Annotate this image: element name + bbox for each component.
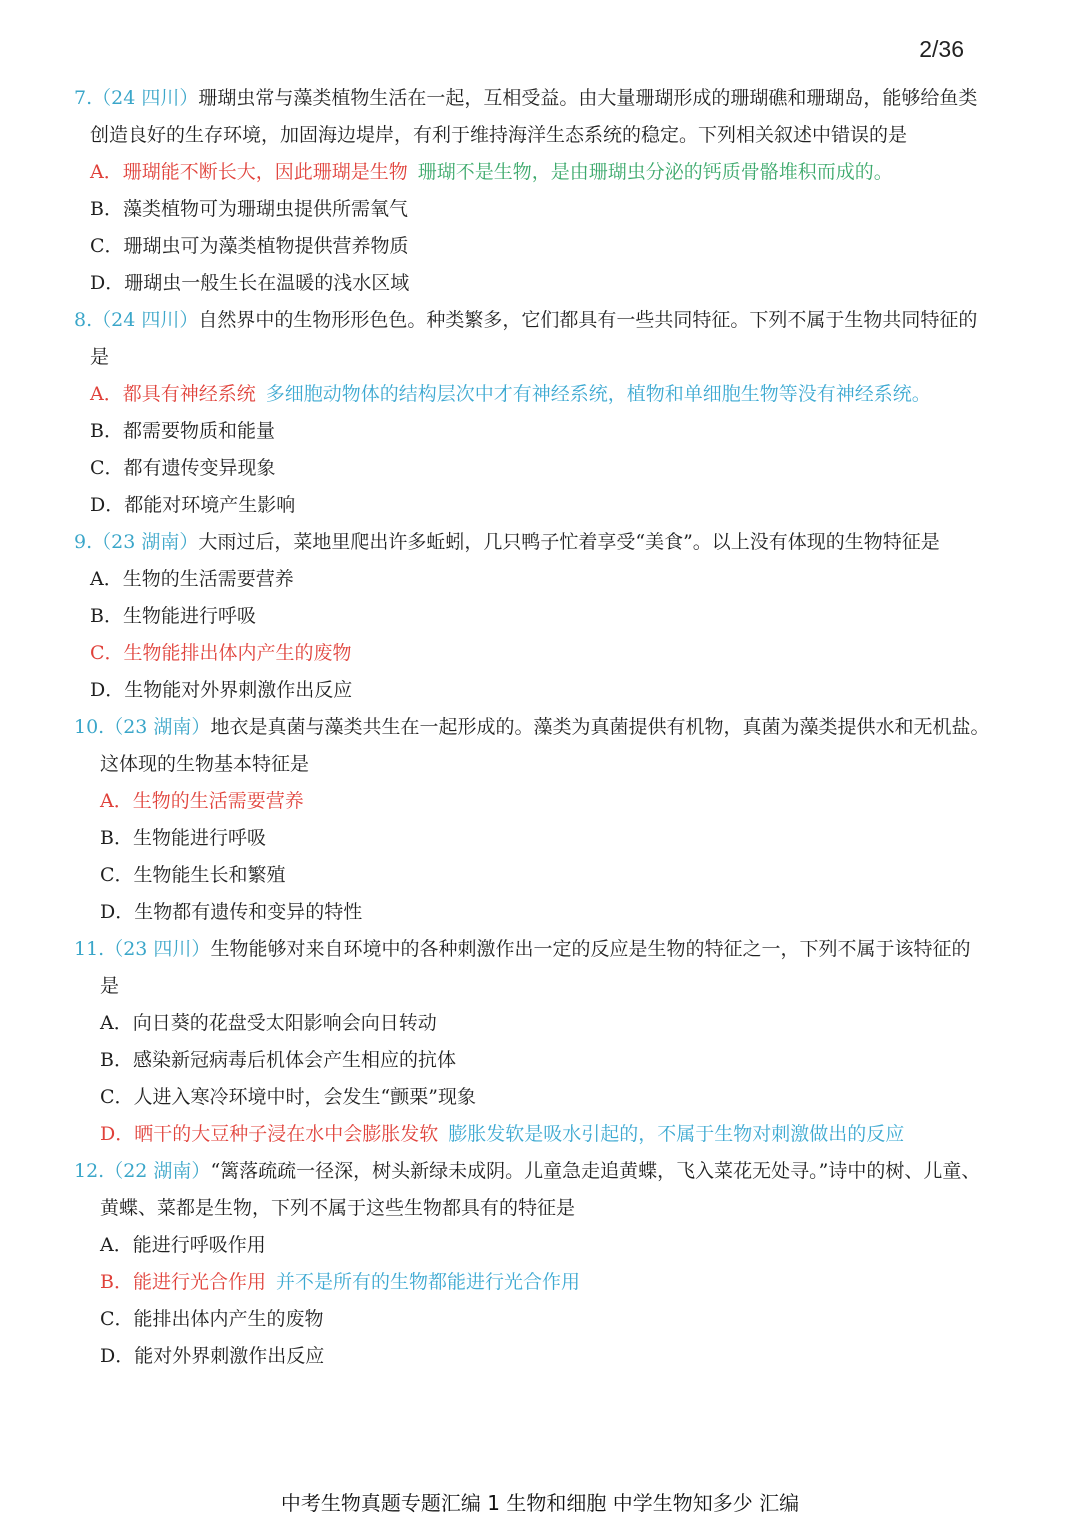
option-text: 珊瑚虫可为藻类植物提供营养物质	[123, 235, 409, 257]
question-text: “篱落疏疏一径深，树头新绿未成阴。儿童急走追黄蝶，飞入菜花无处寻。”诗中的树、儿童、	[210, 1160, 981, 1182]
option-text: 能对外界刺激作出反应	[134, 1345, 325, 1367]
option-c	[74, 1301, 1024, 1338]
option-b	[74, 413, 1024, 450]
option-text: 能排出体内产生的废物	[133, 1308, 324, 1330]
question-10-stem	[74, 709, 1024, 746]
option-label: D．	[100, 1123, 135, 1145]
option-d	[74, 1116, 1024, 1153]
page-number: 2/36	[919, 36, 964, 62]
option-label: A．	[90, 383, 123, 405]
option-text: 向日葵的花盘受太阳影响会向日转动	[132, 1012, 437, 1034]
option-label: B．	[90, 605, 123, 627]
question-7-stem	[74, 80, 1024, 117]
option-c	[74, 857, 1024, 894]
option-label: A．	[90, 161, 123, 183]
option-label: C．	[100, 864, 134, 886]
question-8-stem	[74, 302, 1024, 339]
option-d	[74, 672, 1024, 709]
option-label: B．	[90, 420, 123, 442]
option-label: D．	[90, 679, 125, 701]
option-c	[74, 228, 1024, 265]
option-label: D．	[90, 494, 125, 516]
option-text: 都有遗传变异现象	[123, 457, 276, 479]
answer-note: 并不是所有的生物都能进行光合作用	[275, 1271, 580, 1293]
question-text: 黄蝶、菜都是生物，下列不属于这些生物都具有的特征是	[100, 1197, 576, 1219]
question-7-stem-cont	[74, 117, 1024, 154]
option-text: 生物能生长和繁殖	[133, 864, 286, 886]
question-text: 是	[90, 346, 110, 368]
option-label: B．	[100, 827, 133, 849]
question-text: 大雨过后，菜地里爬出许多蚯蚓，几只鸭子忙着享受“美食”。以上没有体现的生物特征是	[198, 531, 940, 553]
option-d	[74, 894, 1024, 931]
question-12-stem-cont	[74, 1190, 1024, 1227]
option-text: 生物能对外界刺激作出反应	[124, 679, 353, 701]
option-text: 生物能进行呼吸	[122, 605, 256, 627]
option-b	[74, 1042, 1024, 1079]
question-text: 珊瑚虫常与藻类植物生活在一起，互相受益。由大量珊瑚形成的珊瑚礁和珊瑚岛，能够给鱼类	[198, 87, 978, 109]
question-number: 12.	[74, 1160, 105, 1182]
option-text: 生物的生活需要营养	[122, 568, 294, 590]
option-b	[74, 191, 1024, 228]
option-label: A．	[100, 1012, 133, 1034]
option-b	[74, 1264, 1024, 1301]
option-label: C．	[100, 1308, 134, 1330]
option-b	[74, 598, 1024, 635]
option-a	[74, 1227, 1024, 1264]
option-label: C．	[100, 1086, 134, 1108]
question-text: 生物能够对来自环境中的各种刺激作出一定的反应是生物的特征之一，下列不属于该特征的	[210, 938, 971, 960]
option-c	[74, 450, 1024, 487]
question-source: （23 四川）	[104, 938, 211, 960]
question-number: 10.	[74, 716, 105, 738]
option-label: C．	[90, 642, 124, 664]
question-text: 创造良好的生存环境，加固海边堤岸，有利于维持海洋生态系统的稳定。下列相关叙述中错误的是	[90, 124, 908, 146]
option-text: 能进行光合作用	[132, 1271, 266, 1293]
option-label: D．	[90, 272, 125, 294]
option-text: 都需要物质和能量	[122, 420, 275, 442]
question-number: 11.	[74, 938, 105, 960]
option-label: D．	[100, 901, 135, 923]
question-text: 这体现的生物基本特征是	[100, 753, 310, 775]
question-text: 自然界中的生物形形色色。种类繁多，它们都具有一些共同特征。下列不属于生物共同特征的	[198, 309, 978, 331]
option-c	[74, 1079, 1024, 1116]
option-a	[74, 1005, 1024, 1042]
option-text: 生物能排出体内产生的废物	[123, 642, 352, 664]
option-a	[74, 376, 1024, 413]
option-label: B．	[100, 1271, 133, 1293]
question-text: 地衣是真菌与藻类共生在一起形成的。藻类为真菌提供有机物，真菌为藻类提供水和无机盐。	[210, 716, 990, 738]
question-11-stem-cont	[74, 968, 1024, 1005]
option-label: B．	[100, 1049, 133, 1071]
answer-note: 多细胞动物体的结构层次中才有神经系统，植物和单细胞生物等没有神经系统。	[265, 383, 931, 405]
option-text: 人进入寒冷环境中时，会发生“颤栗”现象	[133, 1086, 476, 1108]
answer-note: 珊瑚不是生物，是由珊瑚虫分泌的钙质骨骼堆积而成的。	[417, 161, 893, 183]
question-source: （23 湖南）	[104, 716, 211, 738]
option-text: 都具有神经系统	[122, 383, 256, 405]
question-number: 9.	[74, 531, 93, 553]
option-text: 生物都有遗传和变异的特性	[134, 901, 363, 923]
option-text: 生物能进行呼吸	[132, 827, 266, 849]
option-text: 都能对环境产生影响	[124, 494, 296, 516]
question-source: （24 四川）	[92, 87, 199, 109]
option-a	[74, 154, 1024, 191]
option-d	[74, 265, 1024, 302]
question-number: 8.	[74, 309, 93, 331]
option-label: A．	[100, 790, 133, 812]
option-a	[74, 561, 1024, 598]
question-9-stem	[74, 524, 1024, 561]
option-text: 藻类植物可为珊瑚虫提供所需氧气	[122, 198, 408, 220]
answer-note: 膨胀发软是吸水引起的，不属于生物对刺激做出的反应	[448, 1123, 905, 1145]
option-label: C．	[90, 457, 124, 479]
question-source: （22 湖南）	[104, 1160, 211, 1182]
option-text: 珊瑚虫一般生长在温暖的浅水区域	[124, 272, 410, 294]
option-label: B．	[90, 198, 123, 220]
question-number: 7.	[74, 87, 93, 109]
question-12-stem	[74, 1153, 1024, 1190]
option-text: 能进行呼吸作用	[132, 1234, 266, 1256]
question-list	[74, 80, 1024, 1375]
option-d	[74, 1338, 1024, 1375]
page-footer: 中考生物真题专题汇编 1 生物和细胞 中学生物知多少 汇编	[280, 1491, 800, 1515]
option-text: 珊瑚能不断长大，因此珊瑚是生物	[122, 161, 408, 183]
option-label: A．	[90, 568, 123, 590]
option-text: 生物的生活需要营养	[132, 790, 304, 812]
option-label: D．	[100, 1345, 135, 1367]
question-text: 是	[100, 975, 120, 997]
question-11-stem	[74, 931, 1024, 968]
option-c	[74, 635, 1024, 672]
option-d	[74, 487, 1024, 524]
option-label: A．	[100, 1234, 133, 1256]
option-text: 晒干的大豆种子浸在水中会膨胀发软	[134, 1123, 439, 1145]
option-b	[74, 820, 1024, 857]
question-source: （24 四川）	[92, 309, 199, 331]
option-label: C．	[90, 235, 124, 257]
question-source: （23 湖南）	[92, 531, 199, 553]
option-a	[74, 783, 1024, 820]
question-10-stem-cont	[74, 746, 1024, 783]
question-8-stem-cont	[74, 339, 1024, 376]
option-text: 感染新冠病毒后机体会产生相应的抗体	[132, 1049, 456, 1071]
